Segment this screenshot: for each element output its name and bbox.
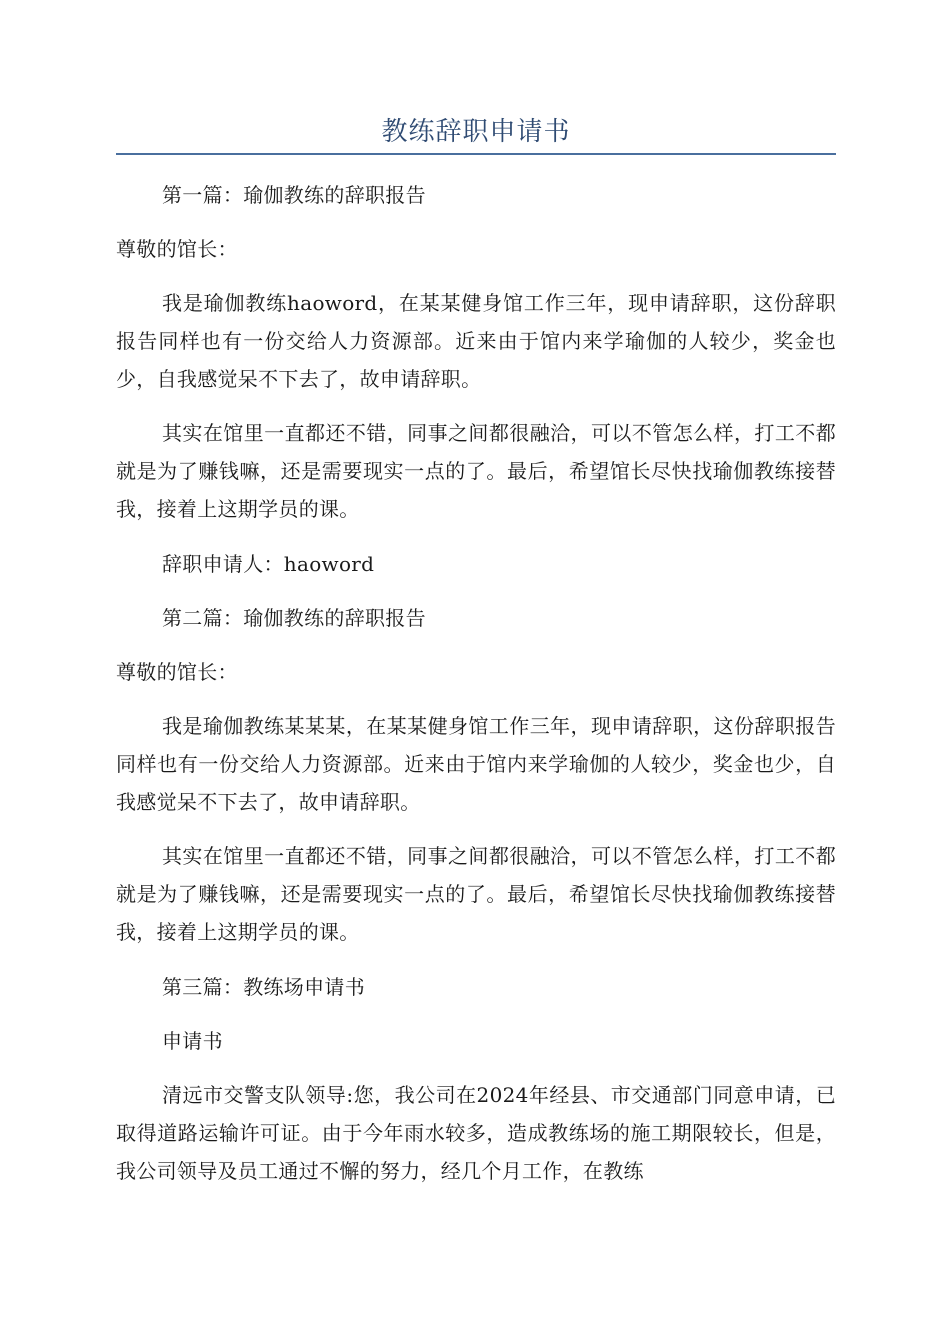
section-heading-1: 第一篇：瑜伽教练的辞职报告 [162, 183, 426, 207]
subheading-application: 申请书 [162, 1029, 223, 1053]
body-paragraph-2: 其实在馆里一直都还不错，同事之间都很融洽，可以不管怎么样，打工不都就是为了赚钱嘛，还是需要现实一点的了。最后，希望馆长尽快找瑜伽教练接替我，接着上这期学员的课。 [116, 421, 836, 521]
body-paragraph-3: 我是瑜伽教练某某某，在某某健身馆工作三年，现申请辞职，这份辞职报告同样也有一份交给人力资源部。近来由于馆内来学瑜伽的人较少，奖金也少，自我感觉呆不下去了，故申请辞职。 [116, 714, 836, 814]
document-page [116, 0, 836, 1344]
body-paragraph-5: 清远市交警支队领导:您，我公司在2024年经县、市交通部门同意申请，已取得道路运输许可证。由于今年雨水较多，造成教练场的施工期限较长，但是，我公司领导及员工通过不懈的努力，经几个月工作，在教练 [116, 1083, 836, 1183]
section-heading-2: 第二篇：瑜伽教练的辞职报告 [162, 606, 426, 630]
body-paragraph-1: 我是瑜伽教练haoword，在某某健身馆工作三年，现申请辞职，这份辞职报告同样也有一份交给人力资源部。近来由于馆内来学瑜伽的人较少，奖金也少，自我感觉呆不下去了，故申请辞职。 [116, 291, 836, 391]
title-underline [116, 153, 836, 155]
salutation-2: 尊敬的馆长： [116, 660, 238, 684]
body-paragraph-4: 其实在馆里一直都还不错，同事之间都很融洽，可以不管怎么样，打工不都就是为了赚钱嘛，还是需要现实一点的了。最后，希望馆长尽快找瑜伽教练接替我，接着上这期学员的课。 [116, 844, 836, 944]
signature-line: 辞职申请人：haoword [162, 552, 375, 576]
document-title: 教练辞职申请书 [381, 117, 571, 147]
salutation-1: 尊敬的馆长： [116, 237, 238, 261]
section-heading-3: 第三篇：教练场申请书 [162, 975, 365, 999]
